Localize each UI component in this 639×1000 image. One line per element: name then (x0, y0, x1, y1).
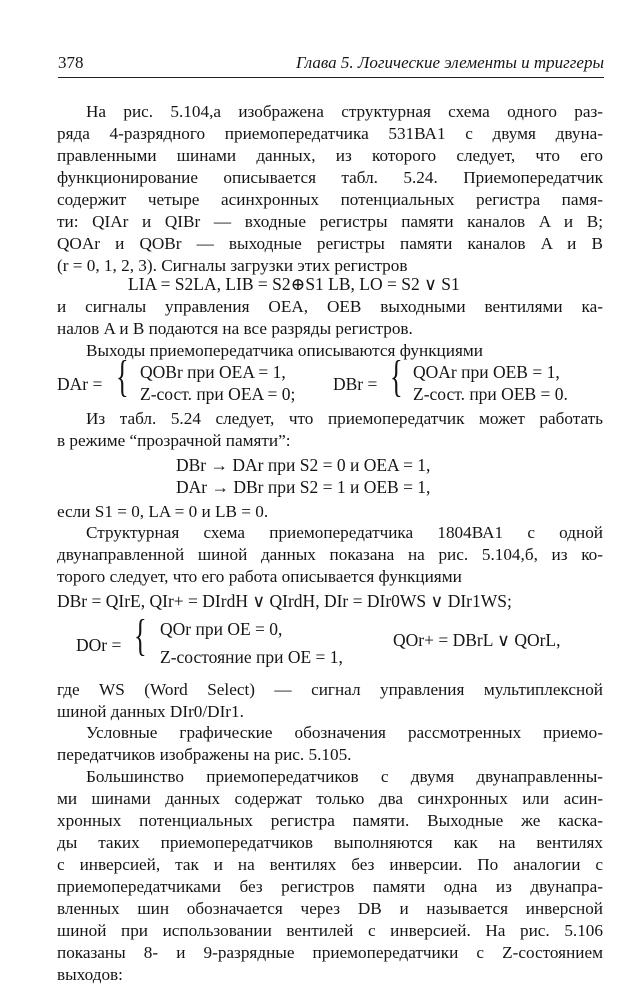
text-line: торого следует, что его работа описывается функциями (57, 567, 462, 586)
text-line: налов A и B подаются на все разряды регистров. (57, 319, 413, 338)
equation-lhs: DAr = (57, 374, 103, 394)
text-line: показаны 8- и 9-разрядные приемопередатчики с Z-состоянием (57, 943, 603, 962)
text-line: функционирование описывается табл. 5.24. Приемопередатчик (57, 168, 603, 187)
text-line: Структурная схема приемопередатчика 1804ВА1 с одной (86, 523, 603, 542)
text-line: в режиме “прозрачной памяти”: (57, 431, 291, 450)
page-number: 378 (58, 53, 84, 72)
equation-lhs: DOr = (76, 635, 122, 655)
equation-dbr: DBr = QIrE, QIr+ = DIrdH ∨ QIrdH, DIr = DIr0WS ∨ DIr1WS; (57, 591, 512, 611)
text-line: содержит четыре асинхронных потенциальных регистра памя- (57, 190, 603, 209)
text-line: ряда 4-разрядного приемопередатчика 531ВА1 с двумя двуна- (57, 124, 603, 143)
paragraph-5: если S1 = 0, LA = 0 и LB = 0. (57, 502, 269, 521)
text-line: где WS (Word Select) — сигнал управления мультиплексной (57, 680, 603, 699)
text-line: и сигналы управления OEA, OEB выходными вентилями ка- (57, 297, 603, 316)
text-line: шиной при использовании вентилей с инверсией. На рис. 5.106 (57, 921, 603, 940)
text-line: передатчиков изображены на рис. 5.105. (57, 745, 352, 764)
equation-load-signals: LIA = S2LA, LIB = S2⊕S1 LB, LO = S2 ∨ S1 (128, 274, 460, 294)
equation-lhs: DBr = (333, 374, 378, 394)
equation-right: QOr+ = DBrL ∨ QOrL, (393, 630, 561, 650)
text-line: На рис. 5.104,а изображена структурная схема одного раз- (86, 102, 603, 121)
text-line: шиной данных DIr0/DIr1. (57, 702, 244, 721)
text-line: с инверсией, так и на вентилях без инверсии. По аналогии с (57, 855, 603, 874)
equation-case: Z-сост. при OEB = 0. (413, 384, 568, 404)
equation-case: QOBr при OEA = 1, (140, 362, 286, 382)
text-line: выходов: (57, 965, 123, 984)
text-line: ми шинами данных содержат только два синхронных или асин- (57, 789, 603, 808)
text-line: (r = 0, 1, 2, 3). Сигналы загрузки этих регистров (57, 256, 408, 275)
equation-case: Z-состояние при OE = 1, (160, 647, 343, 667)
brace: { (116, 352, 129, 401)
equation-case: Z-сост. при OEA = 0; (140, 384, 296, 404)
text-line: вленных шин обозначается через DB и называется инверсной (57, 899, 603, 918)
text-line: приемопередатчиками без регистров памяти одна из двунапра- (57, 877, 603, 896)
equation-line: DBr → DAr при S2 = 0 и OEA = 1, (176, 455, 431, 475)
text-line: ды таких приемопередатчиков выполняются как на вентилях (57, 833, 603, 852)
text-line: Условные графические обозначения рассмотренных приемо- (86, 723, 603, 742)
text-line: ти: QIAr и QIBr — входные регистры памяти каналов A и B; (57, 212, 603, 231)
equation-line: DAr → DBr при S2 = 1 и OEB = 1, (176, 477, 431, 497)
brace: { (390, 352, 403, 401)
text-line: двунаправленной шиной данных показана на рис. 5.104,б, из ко- (57, 545, 603, 564)
page-header (58, 53, 604, 78)
brace: { (134, 611, 147, 660)
running-head: Глава 5. Логические элементы и триггеры (295, 53, 604, 72)
equation-case: QOAr при OEB = 1, (413, 362, 560, 382)
equation-case: QOr при OE = 0, (160, 619, 283, 639)
text-line: QOAr и QOBr — выходные регистры памяти каналов A и B (57, 234, 603, 253)
text-line: Большинство приемопередатчиков с двумя двунаправленны- (86, 767, 603, 786)
paragraph-3: Выходы приемопередатчика описываются функциями (86, 341, 483, 360)
text-line: правленными шинами данных, из которого следует, что его (57, 146, 603, 165)
text-line: Из табл. 5.24 следует, что приемопередатчик может работать (86, 409, 603, 428)
text-line: хронных потенциальных регистра памяти. Выходные же каска- (57, 811, 603, 830)
